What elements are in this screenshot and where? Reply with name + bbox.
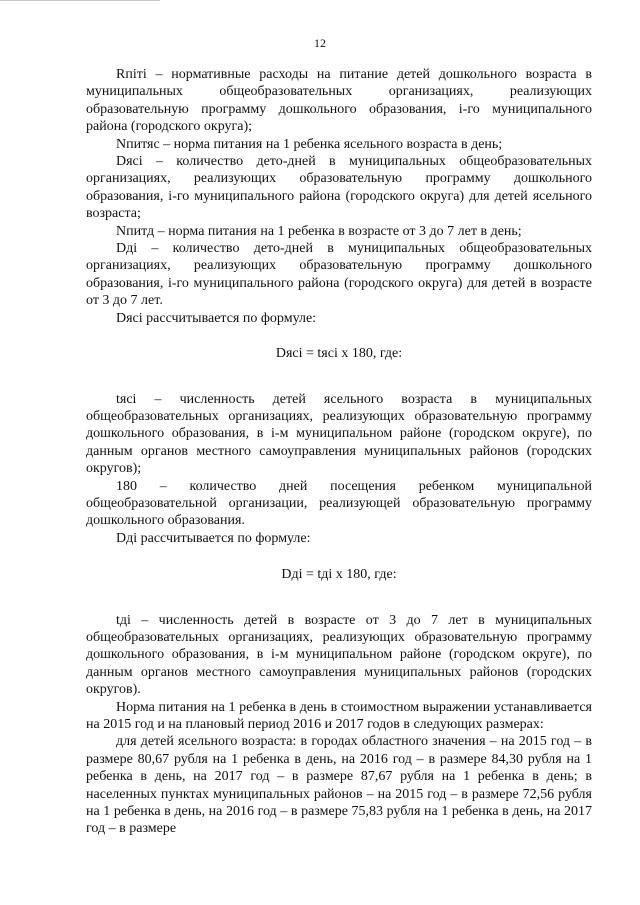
paragraph-npityas-definition: Nпитяс – норма питания на 1 ребенка ясельного возраста в день; [116,136,503,152]
paragraph-norm-intro: Норма питания на 1 ребенка в день в стоимостном выражении устанавливается на 2015 год и на плановый период 2016 и 2017 годов в следующих размерах: [86,699,592,732]
paragraph-rpiti-definition: Rпiті – нормативные расходы на питание детей дошкольного возраста в муниципальных общеобразовательных организациях, реализующих образовательную программу дошкольного образования, i-го муниципального района (городского округа); [86,67,592,135]
paragraph-tdi-definition: tдi – численность детей в возрасте от 3 до 7 лет в муниципальных общеобразовательных организациях, реализующих образовательную программу дошкольного образования, в i-м муниципальном районе (городском округе), по данным органов местного самоуправления муниципальных районов (городских округов). [86,612,592,698]
paragraph-180-definition: 180 – количество дней посещения ребенком муниципальной общеобразовательной организации, реализующей образовательную программу дошкольного образования. [86,478,592,529]
formula-ddi: Dдi = tдi x 180, где: [281,567,397,583]
top-edge-line [0,0,160,1]
formula-dyasi: Dясі = tясі x 180, где: [275,346,403,362]
paragraph-ddi-definition: Dдi – количество дето-дней в муниципальных общеобразовательных организациях, реализующих образовательную программу дошкольного образования, i-го муниципального района (городского округа) для детей в возрасте от 3 до 7 лет. [86,241,592,309]
paragraph-dyasi-intro: Dясі рассчитывается по формуле: [116,310,317,326]
document-body [86,66,592,838]
paragraph-nursery-norms: для детей ясельного возраста: в городах областного значения – на 2015 год – в размере 80,67 рубля на 1 ребенка в день, на 2016 год – в размере 84,30 рубля на 1 ребенка в день, на 2017 год – в размере 87,67 рубля на 1 ребенка в день; в населенных пунктах муниципальных районов – на 2015 год – в размере 72,56 рубля на 1 ребенка в день, на 2016 год – в размере 75,83 рубля на 1 ребенка в день, на 2017 год – в размере [86,734,592,837]
paragraph-ddi-intro: Dдi рассчитывается по формуле: [116,530,311,546]
paragraph-npitd-definition: Nпитд – норма питания на 1 ребенка в возрасте от 3 до 7 лет в день; [116,223,522,239]
paragraph-tyasi-definition: tясі – численность детей ясельного возраста в муниципальных общеобразовательных организациях, реализующих образовательную программу дошкольного образования, в i-м муниципальном районе (городском округе), по данным органов местного самоуправления муниципальных районов (городских округов); [86,391,592,477]
page-number: 12 [314,36,326,50]
paragraph-dyasi-definition: Dясі – количество дето-дней в муниципальных общеобразовательных организациях, реализующих образовательную программу дошкольного образования, i-го муниципального района (городского округа) для детей ясельного возраста; [86,154,592,222]
